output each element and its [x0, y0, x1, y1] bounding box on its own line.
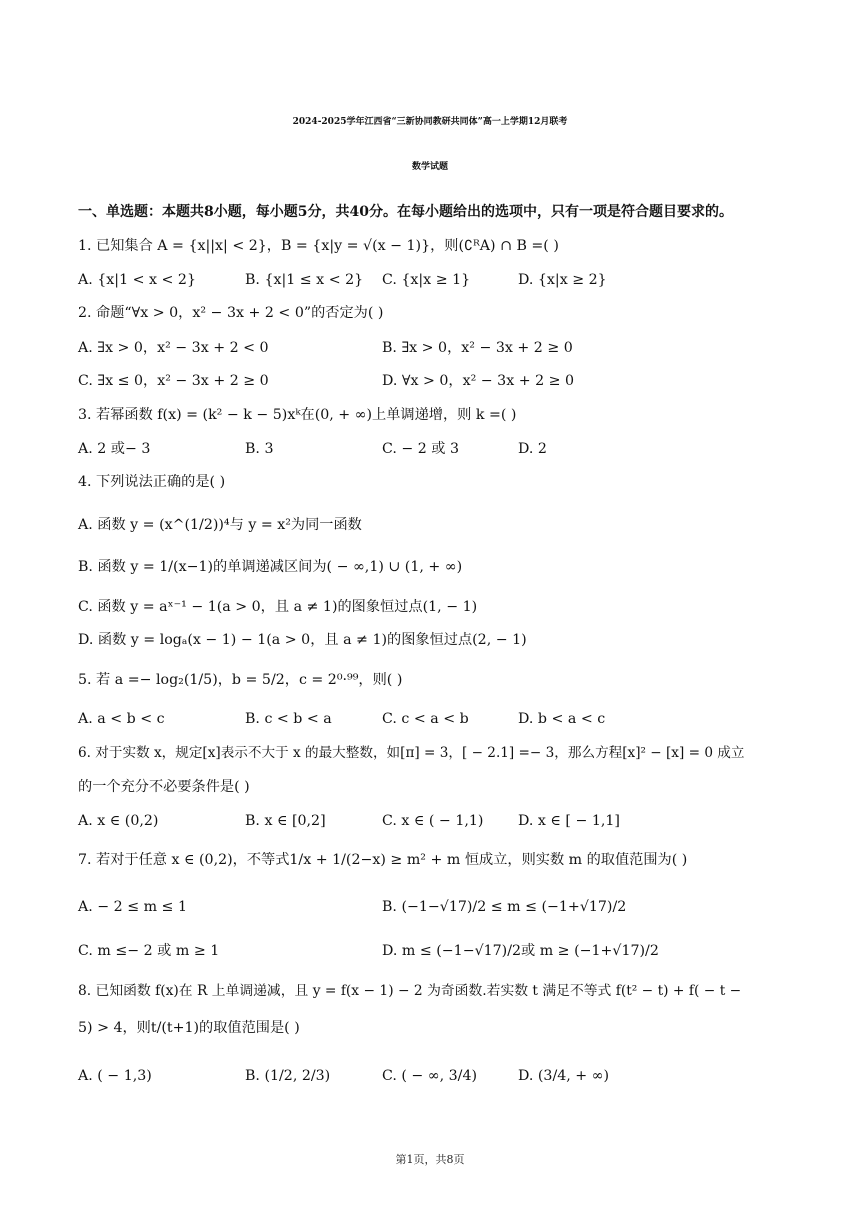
- question-6-option-a: A. x ∈ (0,2): [78, 813, 159, 829]
- question-8-option-c: C. ( − ∞, 3/4): [382, 1068, 478, 1084]
- question-8-stem-line-1: 8. 已知函数 f(x)在 R 上单调递减，且 y = f(x − 1) − 2 为奇函数.若实数 t 满足不等式 f(t² − t) + f( − t −: [78, 983, 742, 999]
- question-7-option-b: B. (−1−√17)/2 ≤ m ≤ (−1+√17)/2: [382, 899, 627, 915]
- question-3-option-b: B. 3: [245, 441, 274, 457]
- question-5-stem: 5. 若 a =− log₂(1/5)，b = 5/2，c = 2⁰·⁹⁹，则( ): [78, 672, 403, 688]
- question-4-stem: 4. 下列说法正确的是( ): [78, 474, 226, 490]
- question-3-option-c: C. − 2 或 3: [382, 441, 460, 457]
- question-5-option-c: C. c < a < b: [382, 711, 469, 727]
- question-3-stem: 3. 若幂函数 f(x) = (k² − k − 5)xᵏ在(0, + ∞)上单调递增，则 k =( ): [78, 407, 517, 423]
- section-heading: 一、单选题：本题共8小题，每小题5分，共40分。在每小题给出的选项中，只有一项是符合题目要求的。: [78, 204, 733, 220]
- question-8-option-b: B. (1/2, 2/3): [245, 1068, 331, 1084]
- question-3-option-d: D. 2: [518, 441, 547, 457]
- question-1-option-c: C. {x|x ≥ 1}: [382, 272, 471, 288]
- question-2-option-d: D. ∀x > 0，x² − 3x + 2 ≥ 0: [382, 373, 575, 389]
- question-7-stem: 7. 若对于任意 x ∈ (0,2)，不等式1/x + 1/(2−x) ≥ m² + m 恒成立，则实数 m 的取值范围为( ): [78, 852, 688, 868]
- question-8-option-a: A. ( − 1,3): [78, 1068, 152, 1084]
- question-1-option-d: D. {x|x ≥ 2}: [518, 272, 607, 288]
- question-7-option-a: A. − 2 ≤ m ≤ 1: [78, 899, 187, 915]
- page-number-footer: 第1页，共8页: [395, 1153, 465, 1166]
- question-2-option-b: B. ∃x > 0，x² − 3x + 2 ≥ 0: [382, 340, 573, 356]
- question-1-stem: 1. 已知集合 A = {x||x| < 2}，B = {x|y = √(x − 1)}，则(∁ᴿA) ∩ B =( ): [78, 238, 559, 254]
- question-6-option-c: C. x ∈ ( − 1,1): [382, 813, 484, 829]
- question-2-option-c: C. ∃x ≤ 0，x² − 3x + 2 ≥ 0: [78, 373, 269, 389]
- question-5-option-d: D. b < a < c: [518, 711, 606, 727]
- question-4-option-c: C. 函数 y = aˣ⁻¹ − 1(a > 0，且 a ≠ 1)的图象恒过点(1, − 1): [78, 599, 478, 615]
- question-4-option-a: A. 函数 y = (x^(1/2))⁴与 y = x²为同一函数: [78, 517, 362, 533]
- question-2-stem: 2. 命题“∀x > 0，x² − 3x + 2 < 0”的否定为( ): [78, 305, 384, 321]
- question-4-option-b: B. 函数 y = 1/(x−1)的单调递减区间为( − ∞,1) ∪ (1, + ∞): [78, 559, 463, 575]
- question-6-option-d: D. x ∈ [ − 1,1]: [518, 813, 620, 829]
- question-1-option-a: A. {x|1 < x < 2}: [78, 272, 196, 288]
- question-1-option-b: B. {x|1 ≤ x < 2}: [245, 272, 364, 288]
- document-subtitle: 数学试题: [411, 162, 448, 172]
- question-6-stem-line-1: 6. 对于实数 x，规定[x]表示不大于 x 的最大整数，如[π] = 3，[ − 2.1] =− 3，那么方程[x]² − [x] = 0 成立: [78, 745, 745, 761]
- question-3-option-a: A. 2 或− 3: [78, 441, 151, 457]
- question-5-option-b: B. c < b < a: [245, 711, 332, 727]
- question-6-stem-line-2: 的一个充分不必要条件是( ): [78, 779, 250, 795]
- question-7-option-d: D. m ≤ (−1−√17)/2或 m ≥ (−1+√17)/2: [382, 943, 659, 959]
- question-6-option-b: B. x ∈ [0,2]: [245, 813, 326, 829]
- question-2-option-a: A. ∃x > 0，x² − 3x + 2 < 0: [78, 340, 269, 356]
- question-8-stem-line-2: 5) > 4，则t/(t+1)的取值范围是( ): [78, 1020, 300, 1036]
- question-8-option-d: D. (3/4, + ∞): [518, 1068, 610, 1084]
- question-7-option-c: C. m ≤− 2 或 m ≥ 1: [78, 943, 220, 959]
- question-5-option-a: A. a < b < c: [78, 711, 165, 727]
- question-4-option-d: D. 函数 y = logₐ(x − 1) − 1(a > 0，且 a ≠ 1)的图象恒过点(2, − 1): [78, 632, 527, 648]
- document-title: 2024-2025学年江西省“三新协同教研共同体”高一上学期12月联考: [292, 117, 568, 127]
